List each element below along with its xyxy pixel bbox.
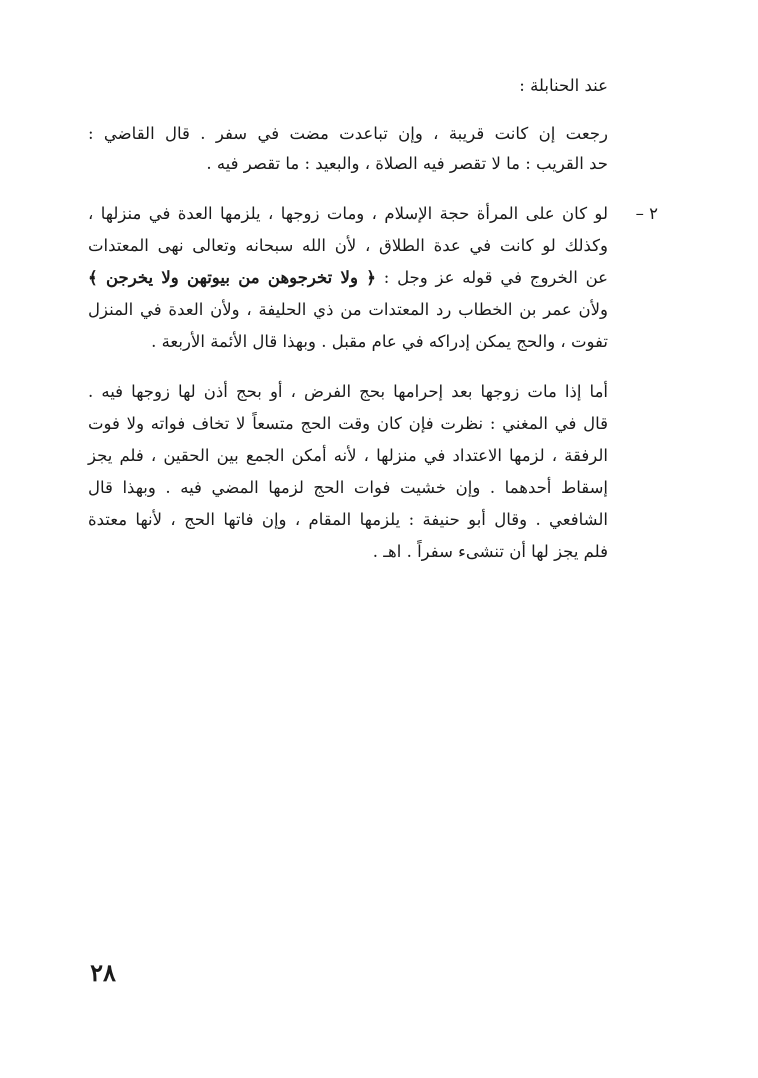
quote-intro: عن الخروج في قوله عز وجل : (383, 268, 608, 287)
text-line: أما إذا مات زوجها بعد إحرامها بحج الفرض ، أو بحج أذن لها زوجها فيه . (88, 382, 608, 401)
text-line: قال في المغني : نظرت فإن كان وقت الحج متسعاً لا تخاف فواته ولا فوت (88, 414, 608, 433)
text-line-with-quote (88, 264, 608, 292)
section-heading: عند الحنابلة : (519, 76, 608, 95)
text-line: الرفقة ، لزمها الاعتداد في منزلها ، لأنه أمكن الجمع بين الحقين ، فلم يجز (88, 446, 608, 465)
text-line: رجعت إن كانت قريبة ، وإن تباعدت مضت في سفر . قال القاضي : (88, 124, 608, 143)
text-line: تفوت ، والحج يمكن إدراكه في عام مقبل . وبهذا قال الأئمة الأربعة . (151, 332, 608, 351)
quran-quote: ﴿ ولا تخرجوهن من بيوتهن ولا يخرجن ﴾ (88, 268, 376, 287)
text-line: إسقاط أحدهما . وإن خشيت فوات الحج لزمها المضي فيه . وبهذا قال (88, 478, 608, 497)
text-line: ولأن عمر بن الخطاب رد المعتدات من ذي الحليفة ، ولأن العدة في المنزل (88, 300, 608, 319)
text-line: لو كان على المرأة حجة الإسلام ، ومات زوجها ، يلزمها العدة في منزلها ، (88, 204, 608, 223)
text-line: فلم يجز لها أن تنشىء سفراً . اهـ . (372, 542, 608, 561)
text-line: حد القريب : ما لا تقصر فيه الصلاة ، والبعيد : ما تقصر فيه . (206, 154, 608, 173)
list-item-number: ٢ – (635, 204, 658, 223)
page-number: ٢٨ (90, 958, 116, 987)
text-line: الشافعي . وقال أبو حنيفة : يلزمها المقام ، وإن فاتها الحج ، لأنها معتدة (88, 510, 608, 529)
text-line: وكذلك لو كانت في عدة الطلاق ، لأن الله سبحانه وتعالى نهى المعتدات (88, 236, 608, 255)
